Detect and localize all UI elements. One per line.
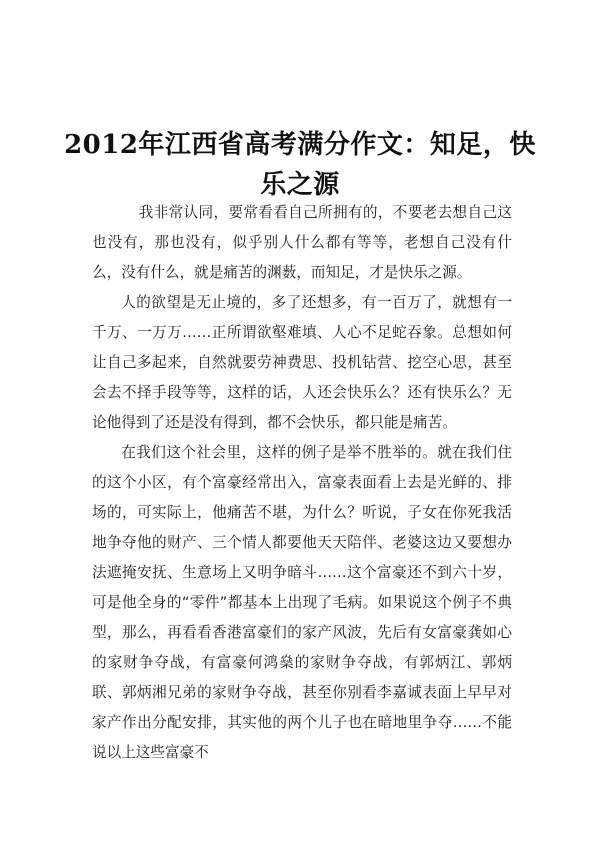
- paragraph-1: 我非常认同，要常看看自己所拥有的，不要老去想自己这也没有，那也没有，似乎别人什么都有等等，老想自己没有什么，没有什么，就是痛苦的渊薮，而知足，才是快乐之源。: [92, 204, 512, 281]
- paragraph-2: 人的欲望是无止境的，多了还想多，有一百万了，就想有一千万、一万万……正所谓欲壑难填、人心不足蛇吞象。总想如何让自己多起来，自然就要劳神费思、投机钻营、挖空心思，甚至会去不择手段等等，这样的话，人还会快乐么？还有快乐么？无论他得到了还是没有得到，都不会快乐，都只能是痛苦。: [92, 294, 512, 431]
- paragraph-3: 在我们这个社会里，这样的例子是举不胜举的。就在我们住的这个小区，有个富豪经常出入，富豪表面看上去是光鲜的、排场的，可实际上，他痛苦不堪，为什么？听说，子女在你死我活地争夺他的财产、三个情人都要他天天陪伴、老婆这边又要想办法遮掩安抚、生意场上又明争暗斗……这个富豪还不到六十岁，可是他全身的“零件”都基本上出现了毛病。如果说这个例子不典型，那么，再看看香港富豪们的家产风波，先后有女富豪龚如心的家财争夺战，有富豪何鸿燊的家财争夺战，有郭炳江、郭炳联、郭炳湘兄弟的家财争夺战，甚至你别看李嘉诚表面上早早对家产作出分配安排，其实他的两个儿子也在暗地里争夺……不能说以上这些富豪不: [92, 444, 512, 761]
- document-title: 2012年江西省高考满分作文：知足，快乐之源: [64, 130, 536, 201]
- document-body: [92, 198, 512, 768]
